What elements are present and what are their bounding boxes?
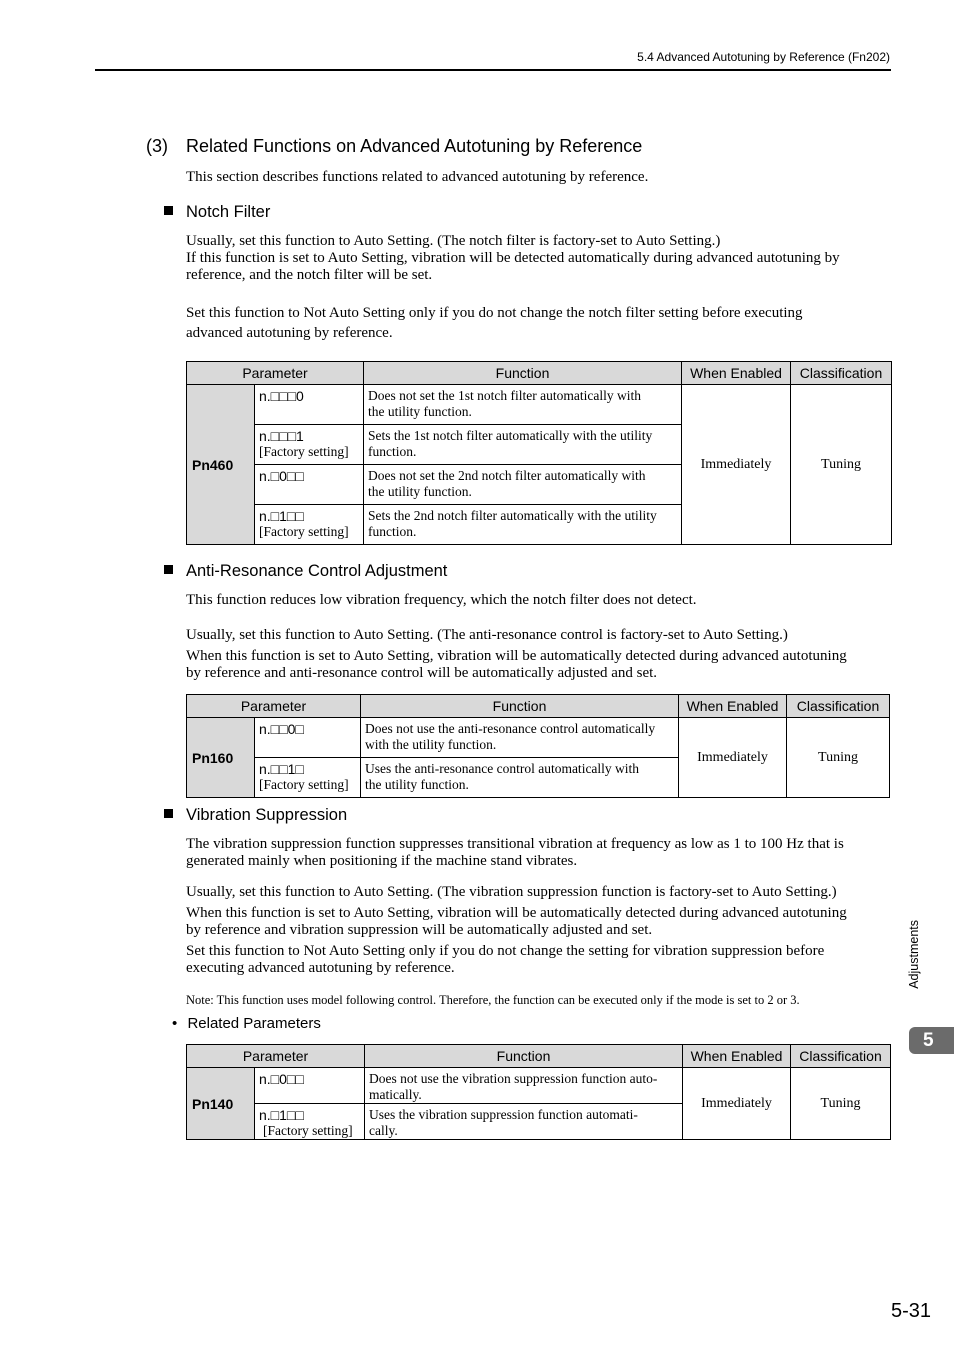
col-header-function: Function	[365, 1045, 683, 1068]
col-header-parameter: Parameter	[187, 695, 361, 718]
setting-cell	[255, 1068, 365, 1104]
setting-code: n.□□0□	[259, 721, 304, 737]
col-header-classification: Classification	[787, 695, 890, 718]
col-header-function: Function	[364, 362, 682, 385]
text-line: executing advanced autotuning by reference.	[186, 960, 455, 976]
function-cell	[361, 758, 679, 798]
setting-code: n.□□□1	[259, 428, 304, 444]
setting-cell	[255, 505, 364, 545]
when-enabled-cell: Immediately	[679, 718, 787, 798]
text-line: advanced autotuning by reference.	[186, 325, 393, 341]
antires-p3	[186, 648, 847, 682]
setting-cell	[255, 465, 364, 505]
text-line: by reference and anti-resonance control will be automatically adjusted and set.	[186, 665, 658, 681]
text-line: Uses the anti-resonance control automatically with	[365, 761, 640, 776]
section-title: Related Functions on Advanced Autotuning by Reference	[186, 136, 643, 156]
text-line: function.	[368, 444, 417, 459]
vibsup-p4	[186, 943, 824, 977]
square-bullet-icon	[164, 809, 173, 818]
table-header-row	[187, 695, 890, 718]
running-header: 5.4 Advanced Autotuning by Reference (Fn202)	[637, 50, 890, 64]
text-line: reference, and the notch filter will be set.	[186, 267, 433, 283]
text-line: the utility function.	[365, 777, 469, 792]
table-row	[187, 385, 892, 425]
col-header-parameter: Parameter	[187, 1045, 365, 1068]
text-line: Uses the vibration suppression function automati-	[369, 1107, 638, 1122]
parameter-number: Pn460	[187, 385, 255, 545]
text-line: The vibration suppression function suppresses transitional vibration at frequency as low as 1 to 100 Hz that is	[186, 836, 844, 852]
text-line: function.	[368, 524, 417, 539]
function-cell	[364, 505, 682, 545]
function-cell	[361, 718, 679, 758]
text-line: Set this function to Not Auto Setting only if you do not change the notch filter setting before executing	[186, 305, 803, 321]
antires-heading-text: Anti-Resonance Control Adjustment	[186, 562, 448, 580]
text-line: Does not set the 1st notch filter automatically with	[368, 388, 641, 403]
text-line: Sets the 1st notch filter automatically with the utility	[368, 428, 653, 443]
notch-p1	[186, 233, 840, 284]
when-enabled-cell: Immediately	[682, 385, 791, 545]
text-line: Does not use the vibration suppression function auto-	[369, 1071, 658, 1086]
table-header-row	[187, 1045, 891, 1068]
text-line: the utility function.	[368, 404, 472, 419]
antires-param-table	[186, 694, 890, 798]
square-bullet-icon	[164, 206, 173, 215]
classification-cell: Tuning	[791, 1068, 891, 1140]
setting-code: n.□1□□	[259, 1107, 304, 1123]
related-params-label	[172, 1015, 321, 1032]
factory-setting-label: [Factory setting]	[259, 524, 349, 539]
table-row	[187, 718, 890, 758]
antires-p1: This function reduces low vibration frequency, which the notch filter does not detect.	[186, 592, 697, 608]
setting-cell	[255, 1104, 365, 1140]
function-cell	[364, 425, 682, 465]
text-line: If this function is set to Auto Setting, vibration will be detected automatically during advanced autotuning by	[186, 250, 840, 266]
text-line: Sets the 2nd notch filter automatically with the utility	[368, 508, 657, 523]
text-line: generated mainly when positioning if the machine stand vibrates.	[186, 853, 578, 869]
function-cell	[365, 1104, 683, 1140]
text-line: Does not set the 2nd notch filter automatically with	[368, 468, 646, 483]
notch-heading	[164, 203, 270, 222]
vibsup-p3	[186, 905, 847, 939]
text-line: Usually, set this function to Auto Setting. (The notch filter is factory-set to Auto Setting.)	[186, 233, 721, 249]
function-cell	[364, 465, 682, 505]
setting-cell	[255, 425, 364, 465]
text-line: by reference and vibration suppression will be automatically adjusted and set.	[186, 922, 653, 938]
col-header-classification: Classification	[791, 1045, 891, 1068]
notch-p2	[186, 303, 803, 343]
dot-bullet-icon: •	[172, 1015, 178, 1032]
factory-setting-label: [Factory setting]	[263, 1123, 353, 1138]
setting-code: n.□1□□	[259, 508, 304, 524]
notch-param-table	[186, 361, 892, 545]
text-line: Set this function to Not Auto Setting only if you do not change the setting for vibration suppression before	[186, 943, 825, 959]
factory-setting-label: [Factory setting]	[259, 777, 349, 792]
text-line: matically.	[369, 1087, 422, 1102]
factory-setting-label: [Factory setting]	[259, 444, 349, 459]
text-line: When this function is set to Auto Setting, vibration will be automatically detected during advanced autotuning	[186, 648, 847, 664]
text-line: Does not use the anti-resonance control automatically	[365, 721, 656, 736]
chapter-tab: 5	[909, 1027, 954, 1054]
header-rule	[95, 69, 891, 71]
section-number: (3)	[146, 136, 168, 156]
vibsup-heading	[164, 806, 347, 825]
setting-cell	[255, 718, 361, 758]
parameter-number: Pn160	[187, 718, 255, 798]
vibsup-param-table	[186, 1044, 891, 1140]
col-header-parameter: Parameter	[187, 362, 364, 385]
square-bullet-icon	[164, 565, 173, 574]
vibsup-heading-text: Vibration Suppression	[186, 806, 348, 824]
antires-p2: Usually, set this function to Auto Setting. (The anti-resonance control is factory-set to Auto Setting.)	[186, 627, 788, 643]
function-cell	[365, 1068, 683, 1104]
table-row	[187, 1068, 891, 1104]
setting-code: n.□0□□	[259, 468, 304, 484]
text-line: cally.	[369, 1123, 398, 1138]
vibsup-p2: Usually, set this function to Auto Setting. (The vibration suppression function is factory-set to Auto Setting.)	[186, 884, 837, 900]
setting-cell	[255, 758, 361, 798]
page-number: 5-31	[890, 1300, 931, 1322]
text-line: with the utility function.	[365, 737, 497, 752]
setting-code: n.□□□0	[259, 388, 304, 404]
vibsup-p1	[186, 836, 844, 870]
col-header-when-enabled: When Enabled	[679, 695, 787, 718]
table-header-row	[187, 362, 892, 385]
when-enabled-cell: Immediately	[683, 1068, 791, 1140]
text-line: When this function is set to Auto Setting, vibration will be automatically detected during advanced autotuning	[186, 905, 847, 921]
text-line: the utility function.	[368, 484, 472, 499]
classification-cell: Tuning	[791, 385, 892, 545]
antires-heading	[164, 562, 447, 581]
setting-code: n.□0□□	[259, 1071, 304, 1087]
col-header-classification: Classification	[791, 362, 892, 385]
section-intro: This section describes functions related to advanced autotuning by reference.	[186, 169, 649, 185]
notch-heading-text: Notch Filter	[186, 203, 271, 221]
setting-code: n.□□1□	[259, 761, 304, 777]
function-cell	[364, 385, 682, 425]
side-chapter-label: Adjustments	[907, 920, 921, 989]
setting-cell	[255, 385, 364, 425]
col-header-when-enabled: When Enabled	[683, 1045, 791, 1068]
col-header-when-enabled: When Enabled	[682, 362, 791, 385]
classification-cell: Tuning	[787, 718, 890, 798]
vibsup-note: Note: This function uses model following control. Therefore, the function can be executed only if the mode is set to 2 or 3.	[186, 993, 800, 1007]
parameter-number: Pn140	[187, 1068, 255, 1140]
col-header-function: Function	[361, 695, 679, 718]
related-params-text: Related Parameters	[187, 1015, 321, 1032]
